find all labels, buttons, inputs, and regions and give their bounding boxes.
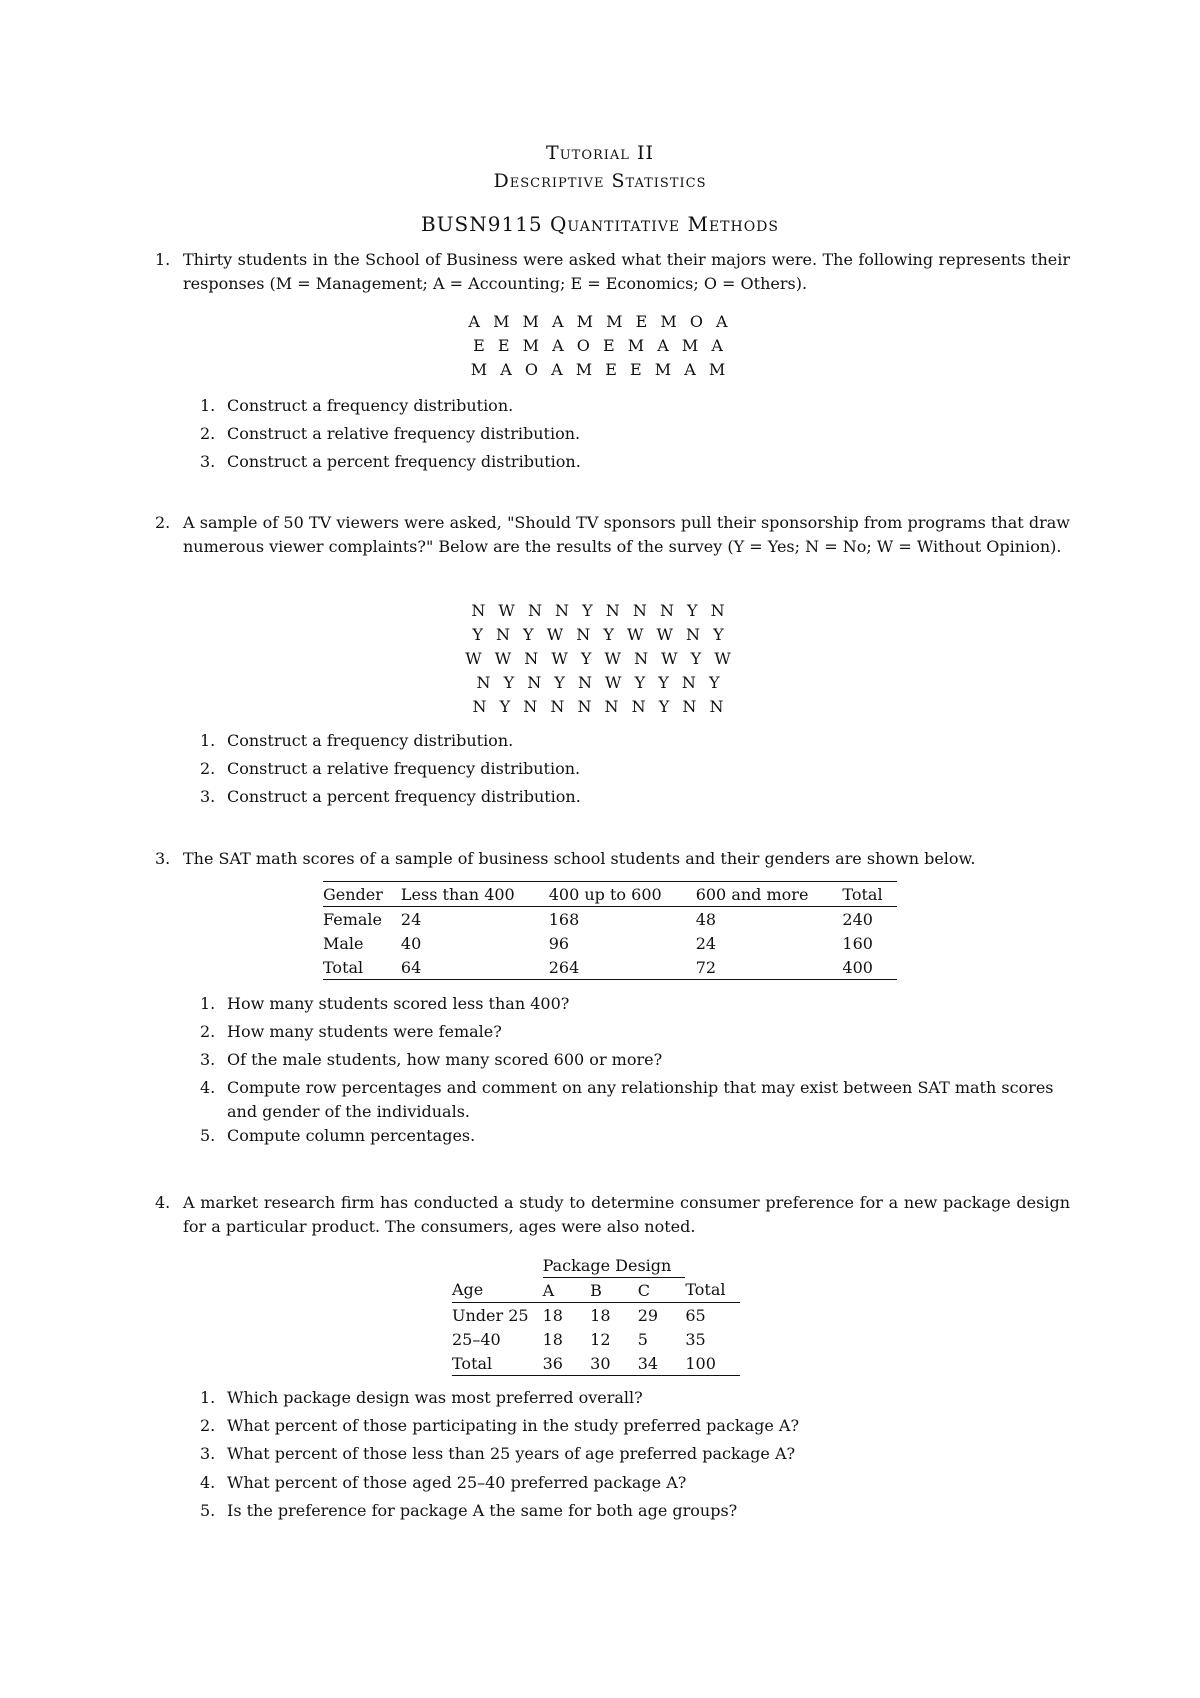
table-row bbox=[452, 1327, 740, 1351]
table-cell: 48 bbox=[695, 909, 717, 929]
question-number: 3. bbox=[155, 849, 171, 868]
sub-question-text: Construct a percent frequency distribution. bbox=[227, 787, 581, 806]
table-cell: 100 bbox=[685, 1353, 716, 1373]
table-cell: 65 bbox=[685, 1305, 706, 1325]
sub-question-number: 2. bbox=[200, 424, 216, 443]
response-row: N Y N N N N N Y N N bbox=[472, 697, 728, 716]
data-table bbox=[323, 881, 897, 980]
table-cell: 168 bbox=[548, 909, 580, 929]
sub-question bbox=[200, 1499, 1070, 1523]
sub-question-number: 3. bbox=[200, 1050, 216, 1069]
sub-question-number: 3. bbox=[200, 452, 216, 471]
table-cell: 12 bbox=[590, 1329, 611, 1349]
sub-question bbox=[200, 785, 1070, 809]
table-row bbox=[452, 1303, 740, 1328]
sub-question-text: Construct a frequency distribution. bbox=[227, 396, 514, 415]
question-text: A market research firm has conducted a study to determine consumer preference for a new package design for a particular product. The consumers, ages were also noted. bbox=[183, 1193, 1070, 1236]
sub-question-number: 4. bbox=[200, 1473, 216, 1492]
table-cell: 30 bbox=[590, 1353, 611, 1373]
sub-question-text: What percent of those aged 25–40 preferred package A? bbox=[227, 1473, 687, 1492]
response-data bbox=[0, 599, 1200, 719]
sub-question bbox=[200, 992, 1070, 1016]
title-tutorial: Tutorial II bbox=[546, 142, 654, 164]
sub-question-text: Compute column percentages. bbox=[227, 1126, 476, 1145]
group-header: Package Design bbox=[543, 1253, 686, 1278]
response-row: M A O A M E E M A M bbox=[470, 360, 730, 379]
sub-question-text: Construct a relative frequency distribution. bbox=[227, 759, 581, 778]
sub-question-number: 1. bbox=[200, 731, 216, 750]
response-row: W W N W Y W N W Y W bbox=[465, 649, 735, 668]
title-subject: Descriptive Statistics bbox=[493, 170, 707, 192]
sub-question-text: How many students were female? bbox=[227, 1022, 502, 1041]
sub-question bbox=[200, 394, 1070, 418]
table-cell: 240 bbox=[842, 909, 873, 929]
table-cell: 72 bbox=[695, 957, 717, 977]
table-cell: Male bbox=[323, 933, 364, 953]
sub-question-number: 3. bbox=[200, 1444, 216, 1463]
table-cell: 24 bbox=[400, 909, 422, 929]
question-number: 4. bbox=[155, 1193, 171, 1212]
column-header: 400 up to 600 bbox=[548, 884, 662, 904]
table-cell: 400 bbox=[842, 957, 873, 977]
sub-question-text: Construct a percent frequency distribution. bbox=[227, 452, 581, 471]
table-cell: 29 bbox=[637, 1305, 659, 1325]
sub-question-text: How many students scored less than 400? bbox=[227, 994, 570, 1013]
question-2 bbox=[155, 511, 1070, 559]
table-cell: 34 bbox=[637, 1353, 659, 1373]
column-header: Total bbox=[842, 884, 883, 904]
course-title: BUSN9115 Quantitative Methods bbox=[420, 212, 779, 236]
question-number: 2. bbox=[155, 513, 171, 532]
column-header: Less than 400 bbox=[400, 884, 515, 904]
column-header: A bbox=[543, 1278, 591, 1303]
table-cell: Under 25 bbox=[452, 1305, 529, 1325]
sub-question-text: What percent of those participating in the study preferred package A? bbox=[227, 1416, 800, 1435]
question-text: A sample of 50 TV viewers were asked, "Should TV sponsors pull their sponsorship from programs that draw numerous viewer complaints?" Below are the results of the survey (Y = Yes; N = No; W = Without Opinion). bbox=[183, 513, 1070, 556]
sub-question-number: 3. bbox=[200, 787, 216, 806]
table-row bbox=[452, 1351, 740, 1376]
sub-question-number: 5. bbox=[200, 1501, 216, 1520]
sub-question bbox=[200, 1442, 1070, 1466]
table-row bbox=[323, 931, 897, 955]
sub-question-number: 2. bbox=[200, 1416, 216, 1435]
sub-question-text: Of the male students, how many scored 600 or more? bbox=[227, 1050, 663, 1069]
sub-question-text: Construct a relative frequency distribution. bbox=[227, 424, 581, 443]
question-number: 1. bbox=[155, 250, 171, 269]
table-cell: 18 bbox=[542, 1305, 563, 1325]
column-header: C bbox=[638, 1278, 686, 1303]
sub-question bbox=[200, 450, 1070, 474]
sub-question-number: 5. bbox=[200, 1126, 216, 1145]
sub-question bbox=[200, 1471, 1070, 1495]
table-cell: Total bbox=[452, 1353, 493, 1373]
response-row: Y N Y W N Y W W N Y bbox=[472, 625, 728, 644]
response-row: N W N N Y N N N Y N bbox=[471, 601, 729, 620]
table-cell: 18 bbox=[590, 1305, 611, 1325]
sub-question-text: Compute row percentages and comment on any relationship that may exist between SAT math scores and gender of the individuals. bbox=[227, 1078, 1054, 1121]
table-cell: 96 bbox=[548, 933, 570, 953]
column-header: Gender bbox=[323, 884, 383, 904]
response-data bbox=[0, 310, 1200, 382]
column-header: Age bbox=[452, 1278, 543, 1303]
sub-question-number: 1. bbox=[200, 1388, 216, 1407]
table-cell: 35 bbox=[685, 1329, 706, 1349]
question-3 bbox=[155, 847, 1070, 871]
table-row bbox=[323, 955, 897, 980]
column-header: 600 and more bbox=[695, 884, 809, 904]
sub-question-text: Construct a frequency distribution. bbox=[227, 731, 514, 750]
response-row: N Y N Y N W Y Y N Y bbox=[476, 673, 724, 692]
data-table bbox=[452, 1253, 740, 1376]
column-header: B bbox=[590, 1278, 638, 1303]
table-cell: Female bbox=[323, 909, 382, 929]
sub-question bbox=[200, 1076, 1070, 1124]
table-cell: Total bbox=[323, 957, 364, 977]
question-text: The SAT math scores of a sample of business school students and their genders are shown below. bbox=[183, 849, 976, 868]
table-cell: 36 bbox=[542, 1353, 563, 1373]
sub-question bbox=[200, 1386, 1070, 1410]
table-cell: 264 bbox=[548, 957, 580, 977]
sub-question bbox=[200, 729, 1070, 753]
table-cell: 18 bbox=[542, 1329, 563, 1349]
question-4 bbox=[155, 1191, 1070, 1239]
sub-question-number: 2. bbox=[200, 759, 216, 778]
table-cell: 24 bbox=[695, 933, 717, 953]
sub-question bbox=[200, 422, 1070, 446]
question-1 bbox=[155, 248, 1070, 296]
sub-question bbox=[200, 757, 1070, 781]
sub-question bbox=[200, 1124, 1070, 1148]
table-cell: 40 bbox=[400, 933, 422, 953]
sub-question-text: Is the preference for package A the same for both age groups? bbox=[227, 1501, 738, 1520]
sub-question-number: 1. bbox=[200, 994, 216, 1013]
sub-question bbox=[200, 1048, 1070, 1072]
sub-question bbox=[200, 1414, 1070, 1438]
sub-question-text: Which package design was most preferred overall? bbox=[227, 1388, 643, 1407]
sub-question-number: 4. bbox=[200, 1078, 216, 1097]
table-cell: 25–40 bbox=[452, 1329, 501, 1349]
question-text: Thirty students in the School of Business were asked what their majors were. The following represents their responses (M = Management; A = Accounting; E = Economics; O = Others). bbox=[183, 250, 1070, 293]
column-header: Total bbox=[685, 1278, 739, 1303]
table-cell: 64 bbox=[400, 957, 422, 977]
sub-question-text: What percent of those less than 25 years of age preferred package A? bbox=[227, 1444, 796, 1463]
response-row: E E M A O E M A M A bbox=[473, 336, 727, 355]
table-cell: 160 bbox=[842, 933, 873, 953]
sub-question-number: 1. bbox=[200, 396, 216, 415]
sub-question bbox=[200, 1020, 1070, 1044]
response-row: A M M A M M E M O A bbox=[468, 312, 732, 331]
sub-question-number: 2. bbox=[200, 1022, 216, 1041]
table-row bbox=[323, 907, 897, 932]
table-cell: 5 bbox=[637, 1329, 648, 1349]
